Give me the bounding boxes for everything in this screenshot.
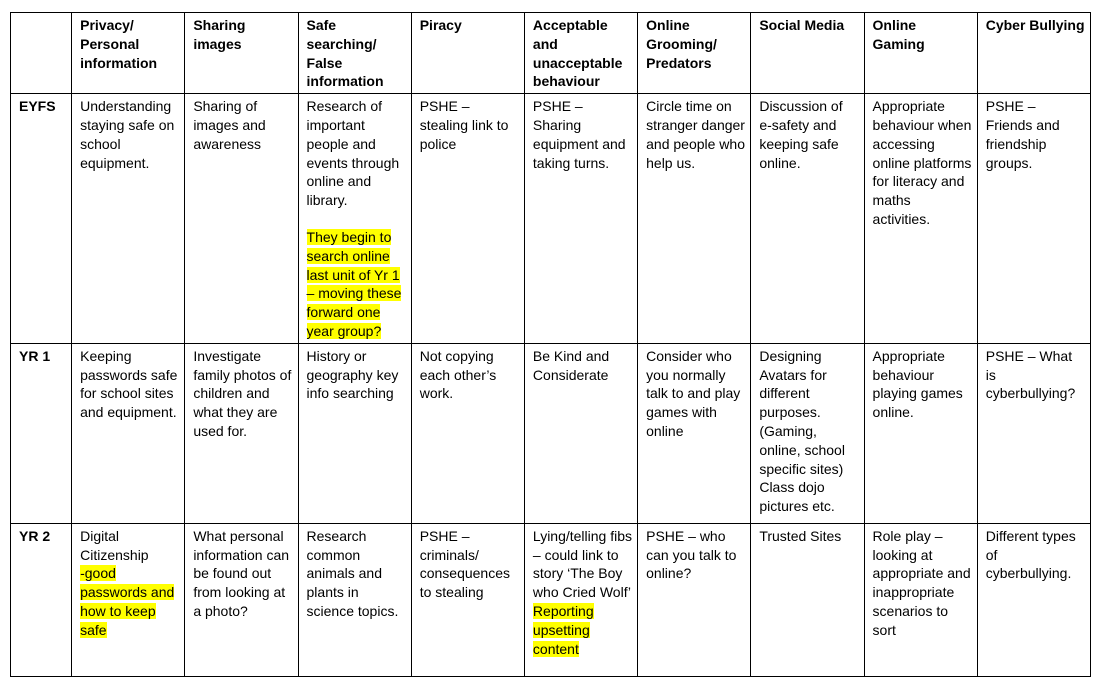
header-social-media: Social Media	[751, 13, 864, 94]
table-row-yr2	[11, 523, 1091, 676]
header-cyber-bullying: Cyber Bullying	[977, 13, 1090, 94]
table-cell: Understanding staying safe on school equipment.	[72, 94, 185, 344]
header-privacy: Privacy/ Personal information	[72, 13, 185, 94]
row-label: EYFS	[11, 94, 72, 344]
table-cell: PSHE – What is cyberbullying?	[977, 343, 1090, 523]
table-cell: Investigate family photos of children and what they are used for.	[185, 343, 298, 523]
header-row	[11, 13, 1091, 94]
table-cell: PSHE – Sharing equipment and taking turns.	[524, 94, 637, 344]
cell-text: Digital Citizenship	[80, 527, 149, 563]
highlighted-note: Reporting upsetting content	[532, 602, 594, 657]
table-cell: Different types of cyberbullying.	[977, 523, 1090, 676]
table-cell: Appropriate behaviour when accessing online platforms for literacy and maths activities.	[864, 94, 977, 344]
table-cell: PSHE – Friends and friendship groups.	[977, 94, 1090, 344]
table-cell-privacy	[72, 523, 185, 676]
table-row-eyfs	[11, 94, 1091, 344]
table-cell: Research common animals and plants in science topics.	[298, 523, 411, 676]
table-cell-safe-searching	[298, 94, 411, 344]
table-cell: Sharing of images and awareness	[185, 94, 298, 344]
table-cell: Trusted Sites	[751, 523, 864, 676]
table-cell: Discussion of e-safety and keeping safe online.	[751, 94, 864, 344]
table-cell: Keeping passwords safe for school sites and equipment.	[72, 343, 185, 523]
table-cell: Role play – looking at appropriate and inappropriate scenarios to sort	[864, 523, 977, 676]
curriculum-table	[10, 12, 1091, 677]
table-cell: PSHE – criminals/ consequences to stealing	[411, 523, 524, 676]
table-cell: Not copying each other’s work.	[411, 343, 524, 523]
table-cell: Consider who you normally talk to and play games with online	[638, 343, 751, 523]
table-cell: PSHE – stealing link to police	[411, 94, 524, 344]
highlighted-note: -good passwords and how to keep safe	[80, 565, 175, 638]
header-behaviour: Acceptable and unacceptable behaviour	[524, 13, 637, 94]
cell-text: Research of important people and events through online and library.	[306, 98, 400, 209]
header-online-gaming: Online Gaming	[864, 13, 977, 94]
table-row-yr1	[11, 343, 1091, 523]
row-label: YR 1	[11, 343, 72, 523]
table-cell: Designing Avatars for different purposes. (Gaming, online, school specific sites) Class dojo pictures etc.	[751, 343, 864, 523]
header-piracy: Piracy	[411, 13, 524, 94]
table-cell: PSHE – who can you talk to online?	[638, 523, 751, 676]
table-cell: What personal information can be found out from looking at a photo?	[185, 523, 298, 676]
header-safe-searching: Safe searching/ False information	[298, 13, 411, 94]
table-cell: Be Kind and Considerate	[524, 343, 637, 523]
cell-text: Lying/telling fibs – could link to story ‘The Boy who Cried Wolf’	[532, 527, 633, 601]
header-grooming: Online Grooming/ Predators	[638, 13, 751, 94]
highlighted-note: They begin to search online last unit of Yr 1 – moving these forward one year group?	[306, 228, 402, 339]
header-cell-corner	[11, 13, 72, 94]
table-cell: Circle time on stranger danger and people who help us.	[638, 94, 751, 344]
header-sharing-images: Sharing images	[185, 13, 298, 94]
row-label: YR 2	[11, 523, 72, 676]
table-cell: Appropriate behaviour playing games online.	[864, 343, 977, 523]
table-cell-behaviour	[524, 523, 637, 676]
table-cell: History or geography key info searching	[298, 343, 411, 523]
